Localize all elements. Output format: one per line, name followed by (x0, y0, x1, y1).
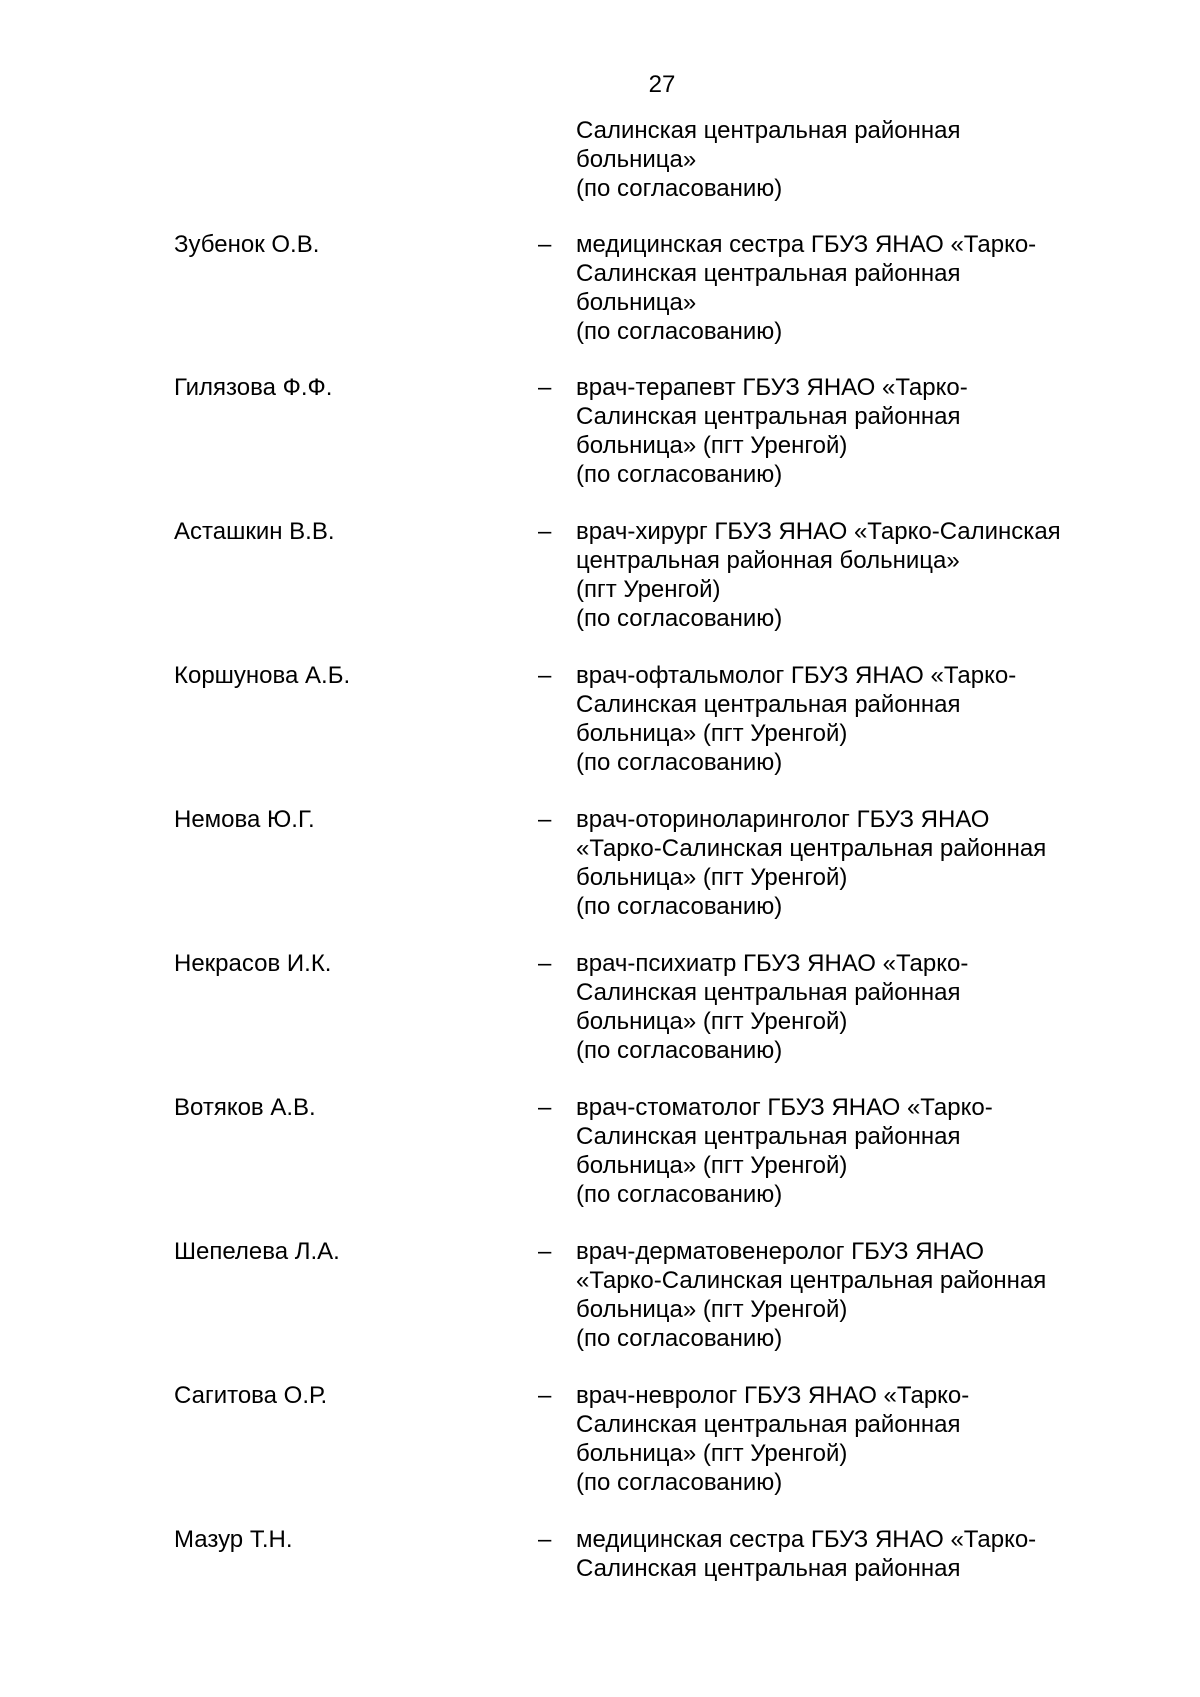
person-name: Мазур Т.Н. (174, 1526, 293, 1553)
description-line: врач-офтальмолог ГБУЗ ЯНАО «Тарко- (576, 662, 1017, 689)
description-line: больница» (пгт Уренгой) (576, 1008, 848, 1035)
dash-separator: – (538, 1526, 552, 1553)
person-name: Немова Ю.Г. (174, 806, 315, 833)
position-description (576, 373, 1136, 489)
description-line: (по согласованию) (576, 1325, 783, 1352)
description-line: (по согласованию) (576, 1181, 783, 1208)
dash-separator: – (538, 374, 552, 401)
description-line: врач-психиатр ГБУЗ ЯНАО «Тарко- (576, 950, 969, 977)
description-line: Салинская центральная районная (576, 260, 961, 287)
position-description (576, 1237, 1136, 1353)
position-description (576, 230, 1136, 346)
description-line: (по согласованию) (576, 893, 783, 920)
person-name: Зубенок О.В. (174, 231, 320, 258)
dash-separator: – (538, 1238, 552, 1265)
position-description (576, 1381, 1136, 1497)
description-line: больница» (пгт Уренгой) (576, 864, 848, 891)
person-name: Некрасов И.К. (174, 950, 332, 977)
person-name: Коршунова А.Б. (174, 662, 351, 689)
description-line: Салинская центральная районная (576, 1123, 961, 1150)
description-line: Салинская центральная районная (576, 691, 961, 718)
description-line: врач-терапевт ГБУЗ ЯНАО «Тарко- (576, 374, 968, 401)
description-line: Салинская центральная районная (576, 979, 961, 1006)
description-line: «Тарко-Салинская центральная районная (576, 1267, 1047, 1294)
position-description (576, 1093, 1136, 1209)
description-line: «Тарко-Салинская центральная районная (576, 835, 1047, 862)
continuation-text (576, 116, 961, 203)
description-line: Салинская центральная районная (576, 1411, 961, 1438)
dash-separator: – (538, 806, 552, 833)
description-line: (по согласованию) (576, 461, 783, 488)
position-description (576, 949, 1136, 1065)
dash-separator: – (538, 662, 552, 689)
description-line: больница» (пгт Уренгой) (576, 1440, 848, 1467)
person-name: Сагитова О.Р. (174, 1382, 328, 1409)
description-line: (по согласованию) (576, 318, 783, 345)
description-line: центральная районная больница» (576, 547, 960, 574)
person-name: Гилязова Ф.Ф. (174, 374, 333, 401)
person-name: Шепелева Л.А. (174, 1238, 340, 1265)
description-line: врач-дерматовенеролог ГБУЗ ЯНАО (576, 1238, 985, 1265)
position-description (576, 1525, 1136, 1583)
description-line: (по согласованию) (576, 1469, 783, 1496)
description-line: врач-стоматолог ГБУЗ ЯНАО «Тарко- (576, 1094, 993, 1121)
description-line: врач-хирург ГБУЗ ЯНАО «Тарко-Салинская (576, 518, 1061, 545)
position-description (576, 517, 1136, 633)
description-line: врач-невролог ГБУЗ ЯНАО «Тарко- (576, 1382, 970, 1409)
description-line: больница» (пгт Уренгой) (576, 1152, 848, 1179)
description-line: (по согласованию) (576, 605, 783, 632)
description-line: (по согласованию) (576, 1037, 783, 1064)
dash-separator: – (538, 1382, 552, 1409)
person-name: Асташкин В.В. (174, 518, 335, 545)
position-description (576, 805, 1136, 921)
dash-separator: – (538, 231, 552, 258)
description-line: больница» (пгт Уренгой) (576, 720, 848, 747)
page-number: 27 (648, 71, 676, 98)
description-line: врач-оториноларинголог ГБУЗ ЯНАО (576, 806, 990, 833)
description-line: больница» (пгт Уренгой) (576, 432, 848, 459)
person-name: Вотяков А.В. (174, 1094, 316, 1121)
description-line: больница» (пгт Уренгой) (576, 1296, 848, 1323)
dash-separator: – (538, 950, 552, 977)
dash-separator: – (538, 1094, 552, 1121)
position-description (576, 661, 1136, 777)
continuation-line: (по согласованию) (576, 175, 783, 202)
continuation-line: больница» (576, 146, 697, 173)
description-line: медицинская сестра ГБУЗ ЯНАО «Тарко- (576, 231, 1037, 258)
dash-separator: – (538, 518, 552, 545)
description-line: Салинская центральная районная (576, 403, 961, 430)
description-line: (по согласованию) (576, 749, 783, 776)
continuation-line: Салинская центральная районная (576, 117, 961, 144)
description-line: Салинская центральная районная (576, 1555, 961, 1582)
description-line: больница» (576, 289, 697, 316)
description-line: медицинская сестра ГБУЗ ЯНАО «Тарко- (576, 1526, 1037, 1553)
description-line: (пгт Уренгой) (576, 576, 721, 603)
